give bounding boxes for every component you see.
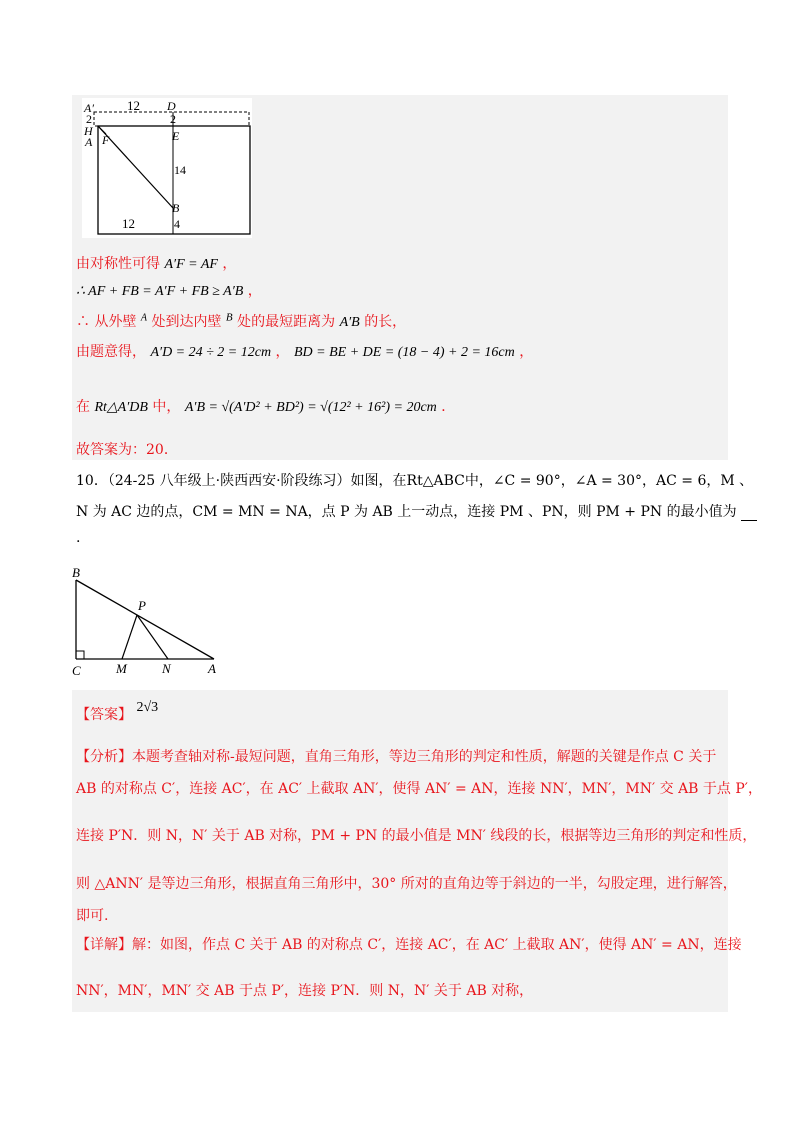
sol-line-2: ∴ AF + FB = A′F + FB ≥ A′B ， — [76, 283, 262, 299]
label-m: M — [116, 661, 127, 676]
sol-line-6: 故答案为：20． — [76, 442, 178, 458]
analysis-line-1: 【分析】本题考查轴对称-最短问题，直角三角形，等边三角形的判定和性质，解题的关键是作点 C 关于 — [76, 749, 717, 765]
sol-line-1-math: A′F = AF — [164, 257, 218, 272]
label-b: B — [72, 565, 80, 580]
label-two-a: 2 — [86, 112, 92, 126]
q10-line-2: N 为 AC 边的点，CM = MN = NA，点 P 为 AB 上一动点，连接 PM 、PN，则 PM + PN 的最小值为 — [76, 501, 757, 521]
sol-line-4: 由题意得， A′D = 24 ÷ 2 = 12cm ， BD = BE + DE = (18 − 4) + 2 = 16cm ， — [76, 344, 534, 360]
q10-line-1: 10．（24-25 八年级上·陕西西安·阶段练习）如图，在Rt△ABC中，∠C = 90°，∠A = 30°，AC = 6，M 、 — [76, 473, 754, 489]
analysis-line-2: AB 的对称点 C′，连接 AC′，在 AC′ 上截取 AN′，使得 AN′ = AN，连接 NN′，MN′，MN′ 交 AB 于点 P′， — [76, 781, 762, 797]
answer-blank — [741, 510, 757, 521]
detail-line-1: 【详解】解：如图，作点 C 关于 AB 的对称点 C′，连接 AC′，在 AC′ 上截取 AN′，使得 AN′ = AN，连接 — [76, 937, 742, 953]
label-two-b: 2 — [170, 112, 176, 126]
answer-line — [76, 700, 159, 724]
label-b: B — [172, 201, 180, 215]
box-diagram — [82, 98, 252, 238]
q10-line-3: . — [76, 530, 81, 546]
right-angle-mark — [76, 651, 84, 659]
analysis-line-5: 即可. — [76, 908, 109, 924]
label-c: C — [72, 663, 81, 678]
sol-line-3: ∴ 从外壁 $^A$ 处到达内壁 $^B$ 处的最短距离为 A′B 的长， — [76, 311, 407, 330]
label-a-prime: A′ — [84, 101, 94, 115]
label-a: A — [208, 661, 216, 676]
label-n: N — [162, 661, 171, 676]
label-fourteen: 14 — [174, 163, 186, 177]
label-top12: 12 — [127, 98, 140, 113]
answer-value: 2√3 — [136, 700, 159, 715]
label-p: P — [138, 598, 146, 613]
triangle-diagram — [70, 565, 230, 680]
segment-pm — [122, 615, 137, 659]
detail-line-2: NN′，MN′，MN′ 交 AB 于点 P′，连接 P′N．则 N，N′ 关于 AB 对称， — [76, 983, 534, 999]
analysis-line-3: 连接 P′N．则 N，N′ 关于 AB 对称，PM + PN 的最小值是 MN′ 线段的长，根据等边三角形的判定和性质， — [76, 828, 757, 844]
answer-panel — [72, 690, 728, 1012]
label-d: D — [167, 99, 176, 113]
sol-line-5: 在 Rt△A′DB 中， A′B = √(A′D² + BD²) = √(12² + 16²) = 20cm ． — [76, 399, 456, 415]
label-four: 4 — [174, 217, 180, 231]
answer-tag: 【答案】 — [76, 707, 132, 723]
label-bottom12: 12 — [122, 216, 135, 231]
side-ab — [76, 580, 214, 659]
sol-line-1: 由对称性可得 A′F = AF ， — [76, 256, 237, 272]
segment-pn — [137, 615, 168, 659]
analysis-line-4: 则 △ANN′ 是等边三角形，根据直角三角形中，30° 所对的直角边等于斜边的一半，勾股定理，进行解答， — [76, 876, 737, 892]
label-e: E — [172, 129, 180, 143]
label-a: A — [85, 135, 93, 149]
label-f: F — [102, 133, 110, 147]
label-h: H — [84, 124, 93, 138]
